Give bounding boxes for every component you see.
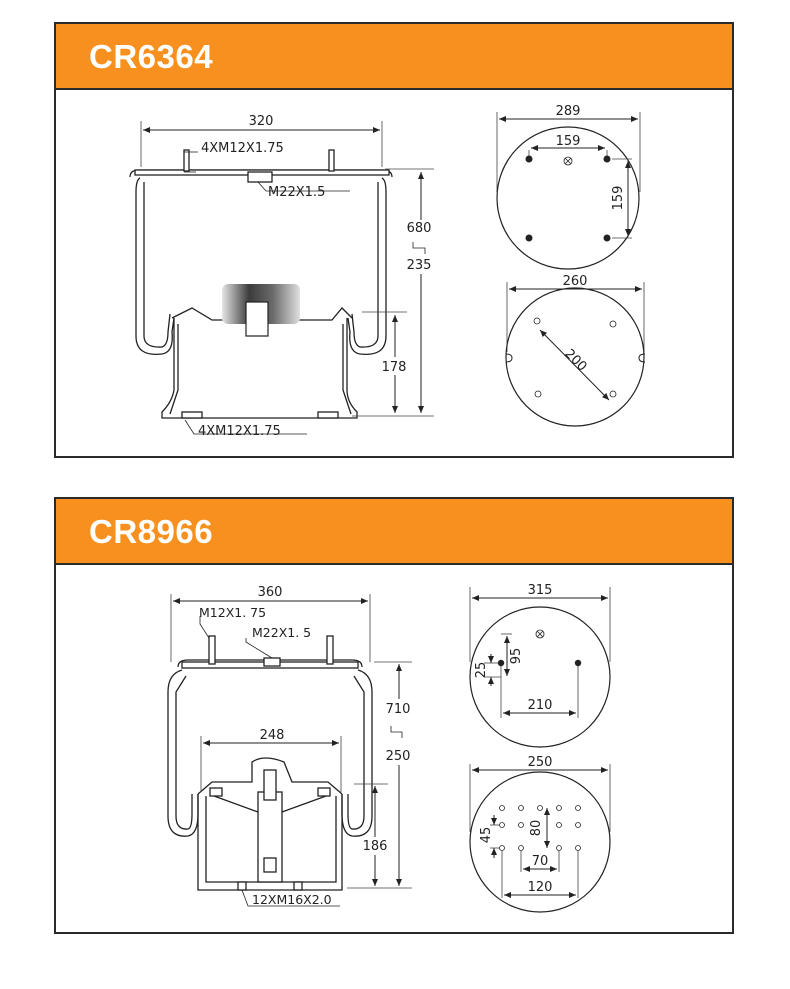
bottom-stud-callout [185,420,307,439]
piston-height-dimension [362,312,414,413]
air-fitting-label: M22X1. 5 [252,625,312,640]
top-stud-label: M12X1. 75 [199,605,267,620]
max-height-label: 710 [385,702,411,717]
top-plate-diameter-label: 315 [527,583,553,598]
top-plate-spacing-label: 210 [527,698,553,713]
bottom-plate-diameter-label: 250 [527,755,553,770]
top-plate-diameter-label: 289 [555,104,581,119]
bottom-stud-callout [242,890,340,907]
top-plate-spacing-y-label: 159 [611,185,626,211]
top-plate-offset-x-label: 25 [474,661,489,679]
bottom-stud-label: 12XM16X2.0 [252,892,332,907]
air-fitting-callout [246,625,311,658]
model-title: CR8966 [89,513,214,550]
product-panel-cr6364 [54,22,734,458]
height-dimension [352,169,440,416]
technical-drawing [56,24,732,456]
bottom-plate-view [470,755,610,912]
piston-height-label: 178 [381,360,407,375]
technical-drawing [56,499,732,932]
piston-height-dimension [354,784,392,886]
product-panel-cr8966 [54,497,734,934]
top-stud-label: 4XM12X1.75 [201,141,284,156]
bottom-plate-view [506,274,645,426]
top-plate-offset-y-label: 95 [509,647,524,665]
spacing-70-label: 70 [531,854,549,869]
top-plate-spacing-x-label: 159 [555,134,581,149]
piston-height-label: 186 [362,839,388,854]
spacing-120-label: 120 [527,880,553,895]
width-dimension [171,585,370,662]
min-height-label: 235 [406,258,432,273]
top-stud-callout [184,141,284,172]
air-fitting-label: M22X1.5 [268,185,326,200]
bolt-circle-label: 200 [561,346,590,375]
min-height-label: 250 [385,749,411,764]
spacing-45-label: 45 [479,826,494,844]
piston-width-label: 248 [259,728,285,743]
air-fitting-callout [258,182,350,200]
spacing-80-label: 80 [529,819,544,837]
top-plate-view [470,583,610,747]
model-title: CR6364 [89,38,214,75]
width-label: 320 [248,114,274,129]
bottom-stud-label: 4XM12X1.75 [198,424,281,439]
bottom-plate-diameter-label: 260 [562,274,588,289]
max-height-label: 680 [406,221,432,236]
width-label: 360 [257,585,283,600]
top-plate-view [497,104,640,269]
